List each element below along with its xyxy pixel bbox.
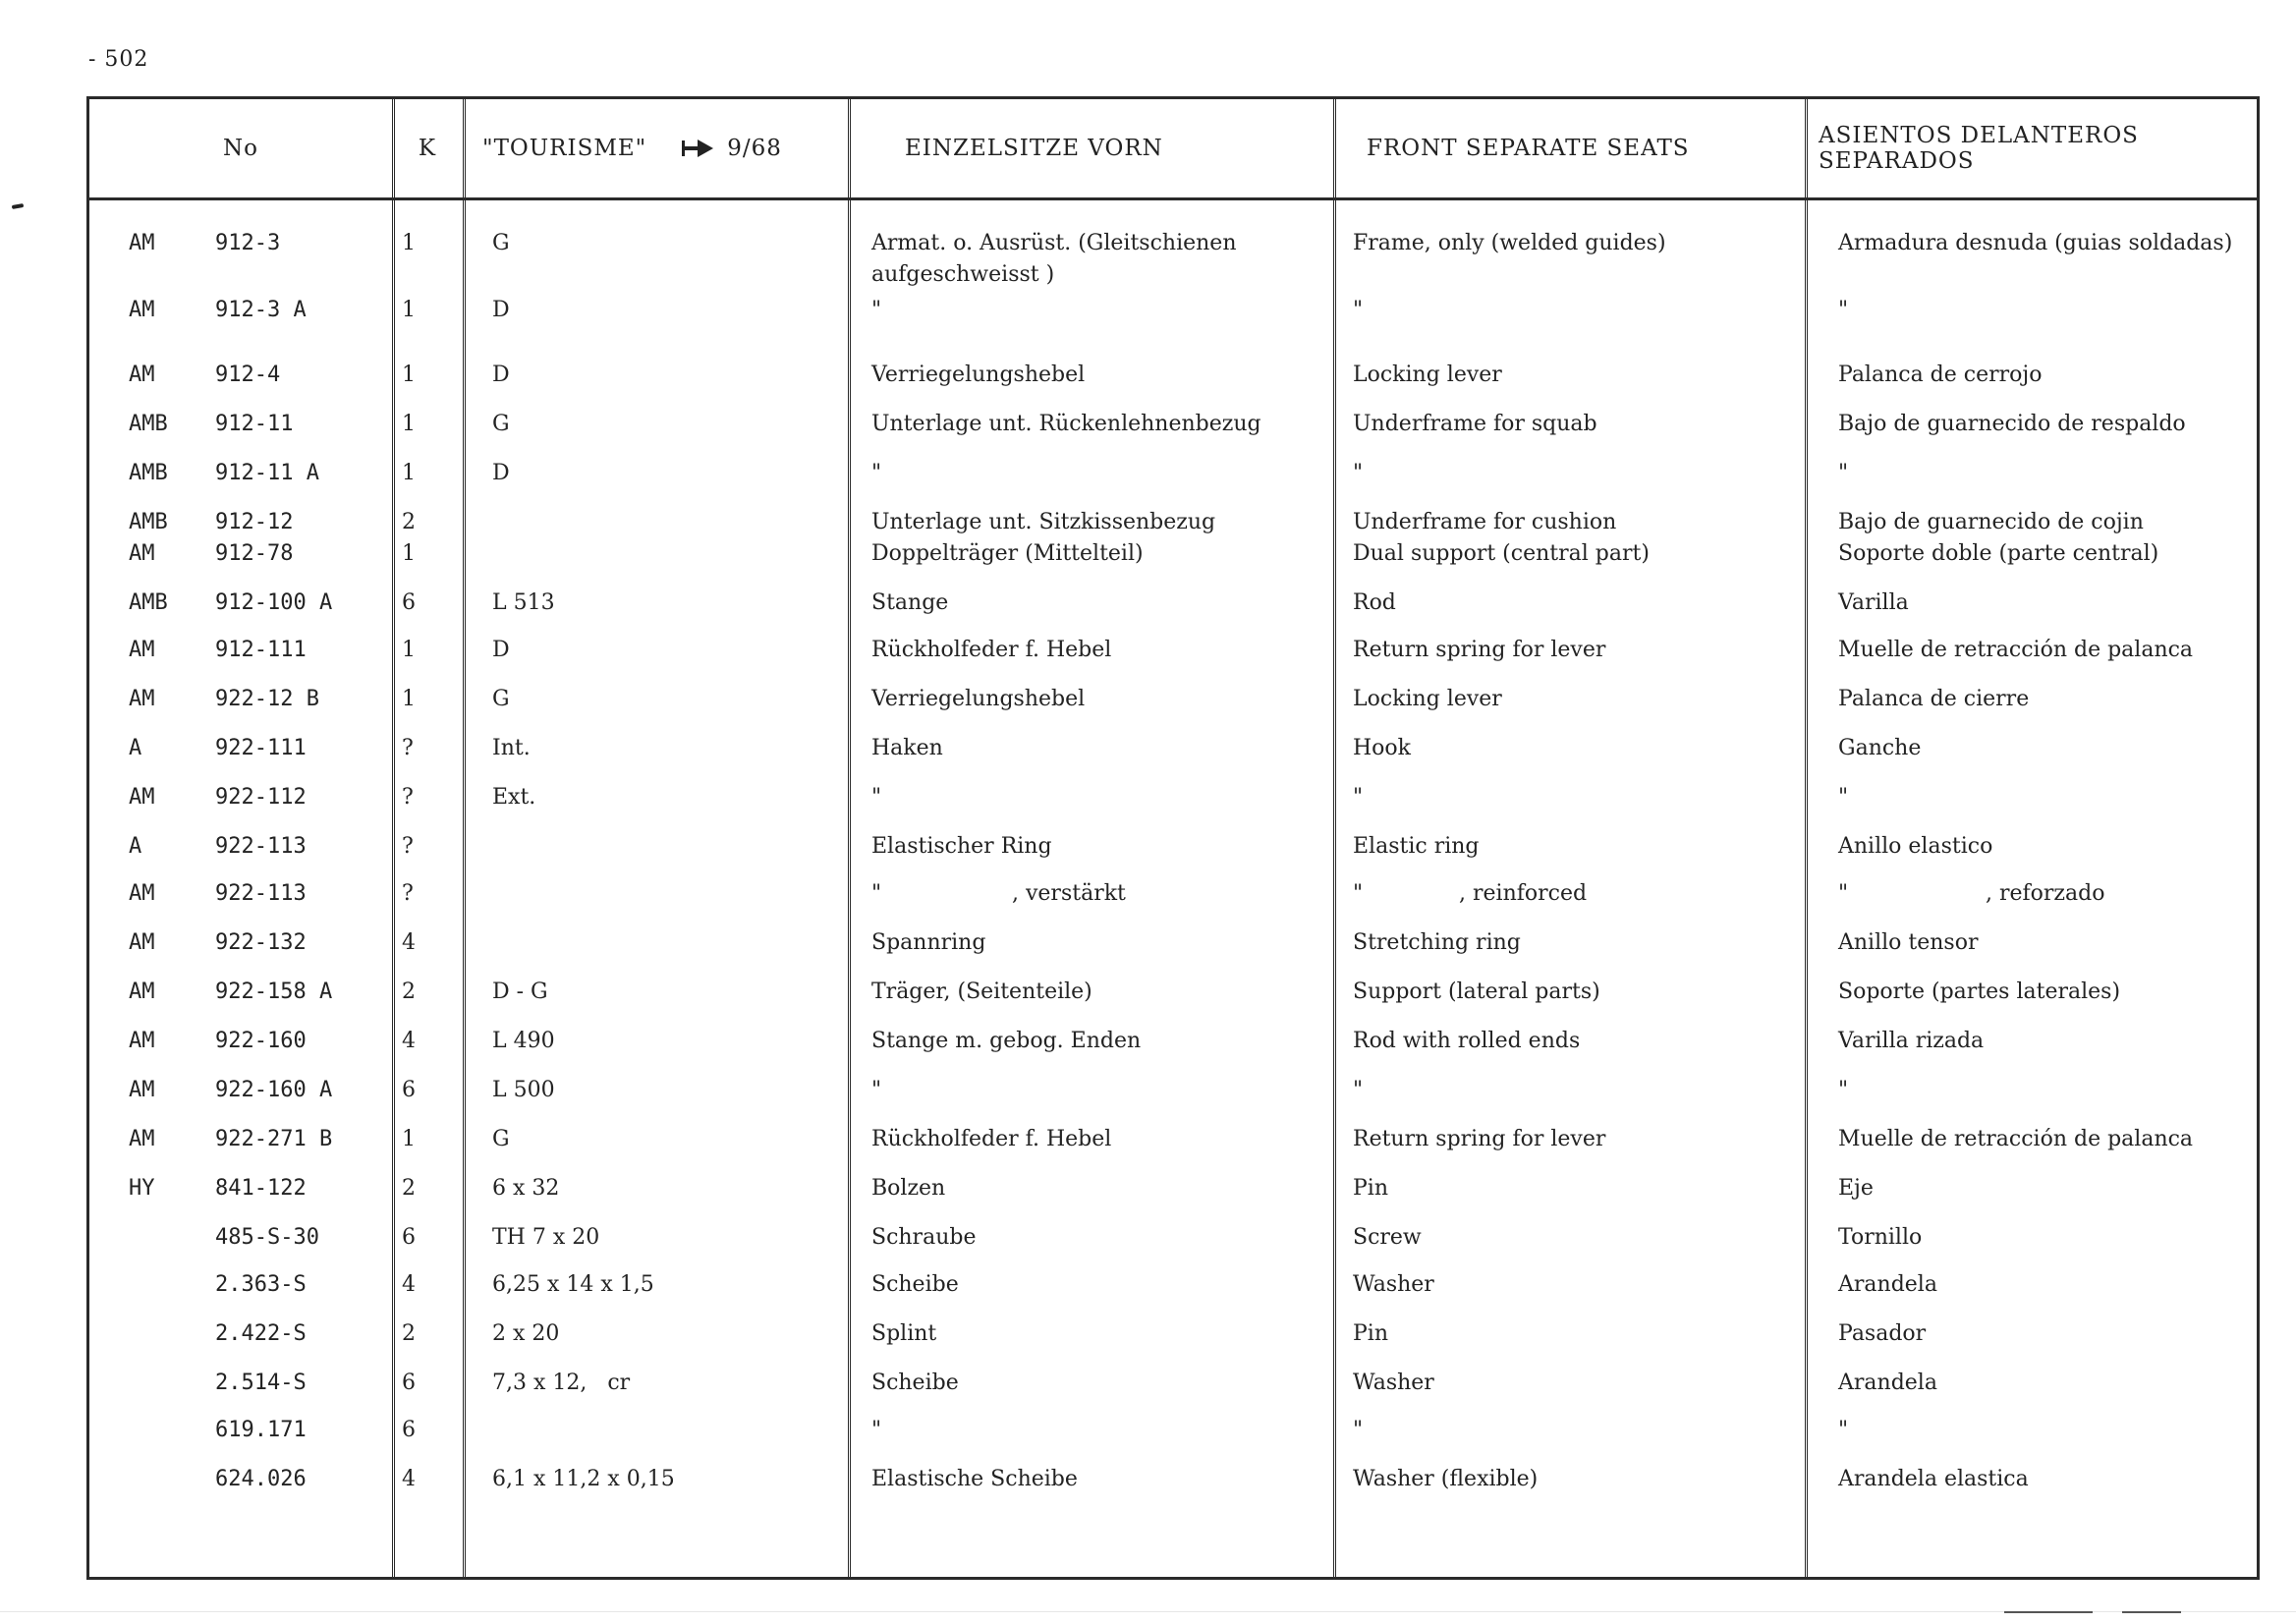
header-rule xyxy=(89,197,2257,200)
description-german: Stange xyxy=(871,590,949,615)
header-spanish: ASIENTOS DELANTEROS SEPARADOS xyxy=(1819,123,2139,174)
quantity: ? xyxy=(402,736,414,760)
part-prefix: AM xyxy=(129,363,155,387)
quantity: 4 xyxy=(402,1272,416,1297)
part-number: 619.171 xyxy=(215,1418,307,1442)
quantity: ? xyxy=(402,881,414,906)
description-spanish: Pasador xyxy=(1838,1321,1927,1346)
description-english: Pin xyxy=(1353,1321,1389,1346)
quantity: 4 xyxy=(402,1029,416,1053)
table-row xyxy=(89,1317,2257,1365)
table-row xyxy=(89,1463,2257,1510)
table-row xyxy=(89,1221,2257,1268)
quantity: 4 xyxy=(402,930,416,955)
table-row xyxy=(89,1123,2257,1170)
description-spanish: Bajo de guarnecido de respaldo xyxy=(1838,412,2186,436)
quantity: 2 xyxy=(402,510,416,534)
quantity: 1 xyxy=(402,412,416,436)
description-german: Unterlage unt. Sitzkissenbezug xyxy=(871,510,1216,534)
part-prefix: AMB xyxy=(129,510,168,534)
description-spanish: " xyxy=(1838,1418,1849,1442)
description-english: Support (lateral parts) xyxy=(1353,980,1600,1004)
part-prefix: AM xyxy=(129,930,155,955)
quantity: 1 xyxy=(402,298,416,322)
description-german: Träger, (Seitenteile) xyxy=(871,980,1092,1004)
description-spanish: Soporte doble (parte central) xyxy=(1838,541,2159,566)
quantity: 6 xyxy=(402,1418,416,1442)
part-number: 2.514-S xyxy=(215,1371,307,1395)
quantity: 1 xyxy=(402,687,416,711)
description-german: " xyxy=(871,785,882,810)
part-prefix: AM xyxy=(129,980,155,1004)
description-german: Armat. o. Ausrüst. (Gleitschienen xyxy=(871,231,1237,255)
description-german: Haken xyxy=(871,736,943,760)
table-row xyxy=(89,1172,2257,1219)
part-prefix: AM xyxy=(129,1029,155,1053)
description-german: Elastischer Ring xyxy=(871,834,1052,859)
description-german: Verriegelungshebel xyxy=(871,363,1086,387)
description-spanish: Varilla xyxy=(1838,590,1909,615)
part-prefix: AM xyxy=(129,638,155,662)
tourisme-spec: 7,3 x 12, cr xyxy=(492,1371,631,1395)
header-tourisme-date: 9/68 xyxy=(727,136,782,161)
description-german: Unterlage unt. Rückenlehnenbezug xyxy=(871,412,1261,436)
description-spanish: " xyxy=(1838,1078,1849,1102)
page-edge xyxy=(0,1611,2296,1612)
description-german: " xyxy=(871,298,882,322)
description-english: " xyxy=(1353,1078,1364,1102)
table-row xyxy=(89,634,2257,681)
description-spanish: " , reforzado xyxy=(1838,881,2105,906)
part-prefix: AM xyxy=(129,541,155,566)
table-row xyxy=(89,408,2257,455)
tourisme-spec: D xyxy=(492,298,510,322)
description-english: " xyxy=(1353,785,1364,810)
header-tourisme xyxy=(482,99,848,197)
description-english: Frame, only (welded guides) xyxy=(1353,231,1666,255)
part-prefix: AM xyxy=(129,881,155,906)
quantity: 1 xyxy=(402,541,416,566)
description-spanish: Varilla rizada xyxy=(1838,1029,1985,1053)
description-spanish: Eje xyxy=(1838,1176,1874,1201)
table-row xyxy=(89,830,2257,877)
description-german: Stange m. gebog. Enden xyxy=(871,1029,1142,1053)
description-english: Washer (flexible) xyxy=(1353,1467,1539,1491)
description-german: Scheibe xyxy=(871,1371,959,1395)
quantity: 1 xyxy=(402,638,416,662)
quantity: 6 xyxy=(402,590,416,615)
page-number: - 502 xyxy=(88,47,149,72)
description-english: Underframe for squab xyxy=(1353,412,1597,436)
table-row xyxy=(89,1414,2257,1461)
description-english: Locking lever xyxy=(1353,363,1502,387)
table-row xyxy=(89,1367,2257,1414)
part-number: 912-78 xyxy=(215,541,294,566)
description-german: Rückholfeder f. Hebel xyxy=(871,1127,1112,1151)
description-german: Splint xyxy=(871,1321,937,1346)
scan-mark xyxy=(2004,1611,2093,1613)
description-english: Elastic ring xyxy=(1353,834,1480,859)
table-row xyxy=(89,457,2257,504)
part-number: 912-11 xyxy=(215,412,294,436)
quantity: 1 xyxy=(402,231,416,255)
part-number: 922-111 xyxy=(215,736,307,760)
description-spanish: Palanca de cierre xyxy=(1838,687,2030,711)
description-english: Dual support (central part) xyxy=(1353,541,1650,566)
scan-mark xyxy=(2122,1611,2181,1613)
table-row xyxy=(89,294,2257,341)
tourisme-spec: 6 x 32 xyxy=(492,1176,560,1201)
arrow-right-icon xyxy=(682,139,715,158)
tourisme-spec: D xyxy=(492,363,510,387)
description-spanish: " xyxy=(1838,785,1849,810)
description-german: " xyxy=(871,461,882,485)
description-german: Doppelträger (Mittelteil) xyxy=(871,541,1144,566)
description-german: Scheibe xyxy=(871,1272,959,1297)
tourisme-spec: TH 7 x 20 xyxy=(492,1225,600,1250)
description-spanish: Tornillo xyxy=(1838,1225,1923,1250)
part-number: 841-122 xyxy=(215,1176,307,1201)
description-german: Elastische Scheibe xyxy=(871,1467,1078,1491)
description-spanish: " xyxy=(1838,461,1849,485)
description-english: Hook xyxy=(1353,736,1412,760)
description-english: Return spring for lever xyxy=(1353,1127,1606,1151)
tourisme-spec: L 490 xyxy=(492,1029,555,1053)
part-number: 922-12 B xyxy=(215,687,319,711)
table-row xyxy=(89,587,2257,634)
header-english: FRONT SEPARATE SEATS xyxy=(1367,136,1690,161)
scan-mark xyxy=(12,203,25,209)
tourisme-spec: Ext. xyxy=(492,785,536,810)
part-number: 922-113 xyxy=(215,834,307,859)
description-german: " xyxy=(871,1418,882,1442)
part-number: 912-11 A xyxy=(215,461,319,485)
quantity: 6 xyxy=(402,1225,416,1250)
tourisme-spec: G xyxy=(492,1127,510,1151)
description-spanish: Arandela xyxy=(1838,1371,1937,1395)
quantity: 6 xyxy=(402,1371,416,1395)
part-number: 922-113 xyxy=(215,881,307,906)
part-number: 912-3 A xyxy=(215,298,307,322)
tourisme-spec: G xyxy=(492,412,510,436)
description-german: Spannring xyxy=(871,930,986,955)
description-english: Pin xyxy=(1353,1176,1389,1201)
description-english: " xyxy=(1353,461,1364,485)
part-prefix: A xyxy=(129,736,142,760)
tourisme-spec: 6,1 x 11,2 x 0,15 xyxy=(492,1467,675,1491)
description-german: Rückholfeder f. Hebel xyxy=(871,638,1112,662)
description-english: Washer xyxy=(1353,1272,1434,1297)
description-spanish: Muelle de retracción de palanca xyxy=(1838,1127,2194,1151)
header-tourisme-label: "TOURISME" xyxy=(482,136,647,161)
quantity: 4 xyxy=(402,1467,416,1491)
quantity: 1 xyxy=(402,1127,416,1151)
part-number: 922-158 A xyxy=(215,980,333,1004)
description-german-continued: aufgeschweisst ) xyxy=(871,262,1055,287)
tourisme-spec: Int. xyxy=(492,736,531,760)
quantity: 2 xyxy=(402,1176,416,1201)
quantity: 2 xyxy=(402,980,416,1004)
tourisme-spec: G xyxy=(492,231,510,255)
part-number: 922-160 A xyxy=(215,1078,333,1102)
part-prefix: AM xyxy=(129,1078,155,1102)
part-prefix: AMB xyxy=(129,461,168,485)
quantity: 6 xyxy=(402,1078,416,1102)
description-english: Return spring for lever xyxy=(1353,638,1606,662)
description-english: Rod with rolled ends xyxy=(1353,1029,1581,1053)
table-row xyxy=(89,1074,2257,1121)
description-spanish: Muelle de retracción de palanca xyxy=(1838,638,2194,662)
description-spanish: Palanca de cerrojo xyxy=(1838,363,2043,387)
tourisme-spec: D xyxy=(492,461,510,485)
tourisme-spec: D xyxy=(492,638,510,662)
part-prefix: AM xyxy=(129,687,155,711)
part-number: 624.026 xyxy=(215,1467,307,1491)
description-spanish: Anillo elastico xyxy=(1838,834,1993,859)
header-no: No xyxy=(223,136,258,161)
header-german: EINZELSITZE VORN xyxy=(905,136,1163,161)
description-spanish: Soporte (partes laterales) xyxy=(1838,980,2121,1004)
description-german: Schraube xyxy=(871,1225,977,1250)
part-prefix: AMB xyxy=(129,590,168,615)
description-german: Bolzen xyxy=(871,1176,946,1201)
table-row xyxy=(89,877,2257,924)
part-number: 922-160 xyxy=(215,1029,307,1053)
table-row xyxy=(89,1025,2257,1072)
tourisme-spec: L 500 xyxy=(492,1078,555,1102)
tourisme-spec: L 513 xyxy=(492,590,555,615)
part-number: 912-12 xyxy=(215,510,294,534)
part-prefix: AM xyxy=(129,1127,155,1151)
description-english: Screw xyxy=(1353,1225,1422,1250)
part-prefix: AM xyxy=(129,231,155,255)
part-prefix: AMB xyxy=(129,412,168,436)
table-row xyxy=(89,683,2257,730)
description-spanish: Arandela xyxy=(1838,1272,1937,1297)
part-number: 922-132 xyxy=(215,930,307,955)
part-number: 2.363-S xyxy=(215,1272,307,1297)
part-number: 485-S-30 xyxy=(215,1225,319,1250)
part-number: 922-112 xyxy=(215,785,307,810)
description-german: " xyxy=(871,1078,882,1102)
description-spanish: Ganche xyxy=(1838,736,1922,760)
table-row xyxy=(89,976,2257,1023)
part-number: 922-271 B xyxy=(215,1127,333,1151)
table-row xyxy=(89,926,2257,974)
description-spanish: Anillo tensor xyxy=(1838,930,1979,955)
table-row xyxy=(89,781,2257,828)
tourisme-spec: 6,25 x 14 x 1,5 xyxy=(492,1272,654,1297)
description-spanish: " xyxy=(1838,298,1849,322)
description-english: Stretching ring xyxy=(1353,930,1521,955)
quantity: 2 xyxy=(402,1321,416,1346)
description-spanish: Armadura desnuda (guias soldadas) xyxy=(1838,231,2233,255)
part-prefix: A xyxy=(129,834,142,859)
tourisme-spec: D - G xyxy=(492,980,548,1004)
description-spanish: Bajo de guarnecido de cojin xyxy=(1838,510,2144,534)
description-german: Verriegelungshebel xyxy=(871,687,1086,711)
description-english: Rod xyxy=(1353,590,1396,615)
description-english: Washer xyxy=(1353,1371,1434,1395)
table-row xyxy=(89,359,2257,406)
parts-table xyxy=(86,96,2260,1580)
quantity: 1 xyxy=(402,363,416,387)
header-k: K xyxy=(418,136,437,161)
tourisme-spec: G xyxy=(492,687,510,711)
part-number: 912-111 xyxy=(215,638,307,662)
part-prefix: HY xyxy=(129,1176,155,1201)
part-prefix: AM xyxy=(129,298,155,322)
quantity: ? xyxy=(402,834,414,859)
table-row xyxy=(89,537,2257,585)
description-english: Locking lever xyxy=(1353,687,1502,711)
table-row xyxy=(89,227,2257,287)
description-english: Underframe for cushion xyxy=(1353,510,1617,534)
tourisme-spec: 2 x 20 xyxy=(492,1321,560,1346)
description-spanish: Arandela elastica xyxy=(1838,1467,2029,1491)
part-number: 2.422-S xyxy=(215,1321,307,1346)
quantity: ? xyxy=(402,785,414,810)
part-number: 912-3 xyxy=(215,231,281,255)
table-row xyxy=(89,732,2257,779)
description-english: " , reinforced xyxy=(1353,881,1588,906)
part-number: 912-4 xyxy=(215,363,281,387)
description-english: " xyxy=(1353,1418,1364,1442)
description-german: " , verstärkt xyxy=(871,881,1126,906)
description-english: " xyxy=(1353,298,1364,322)
quantity: 1 xyxy=(402,461,416,485)
part-number: 912-100 A xyxy=(215,590,333,615)
table-row xyxy=(89,1268,2257,1316)
part-prefix: AM xyxy=(129,785,155,810)
